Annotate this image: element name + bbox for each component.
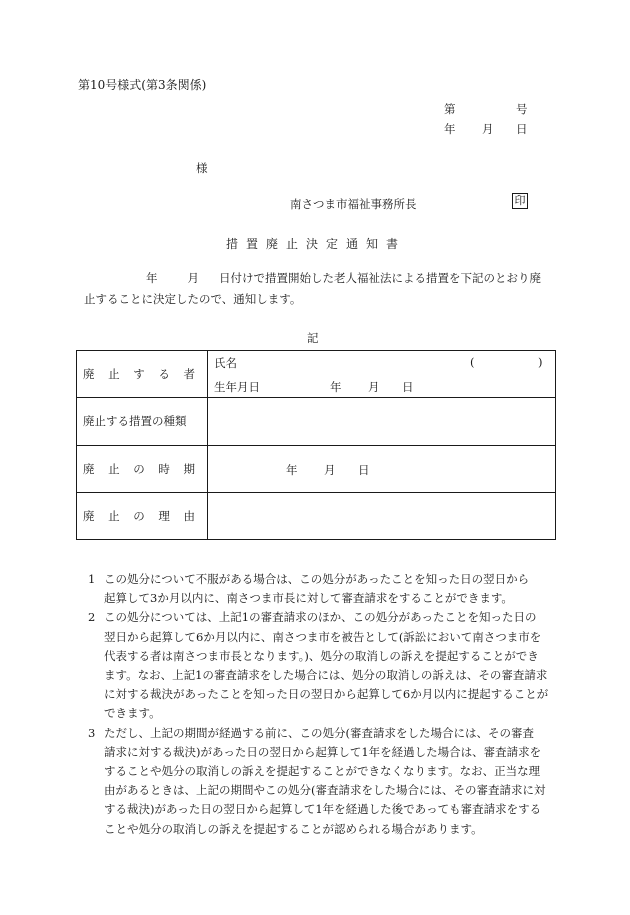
row-abolished-person — [77, 351, 556, 398]
row-abolition-date — [77, 445, 556, 492]
note-item — [88, 724, 554, 839]
abolition-month: 月 — [324, 462, 336, 477]
intro-line-2: 止することに決定したので、通知します。 — [84, 292, 302, 306]
note-line: に対する裁決があったことを知った日の翌日から起算して6か月以内に提起することが — [104, 687, 549, 702]
note-line: する裁決)があった日の翌日から起算して1年を経過した後であっても審査請求をする — [104, 802, 542, 817]
abolition-day: 日 — [358, 462, 370, 477]
note-line: できます。 — [104, 706, 161, 721]
row-measure-type — [77, 398, 556, 445]
note-item — [88, 570, 554, 608]
note-number: 1 — [88, 572, 96, 586]
name-label: 氏名 — [214, 356, 237, 371]
paren-open: ( — [470, 355, 475, 370]
note-line: 代表する者は南さつま市長となります。)、処分の取消しの訴えを提起することができ — [104, 648, 539, 663]
note-number: 3 — [88, 725, 96, 740]
birth-year: 年 — [330, 380, 342, 395]
person-info-cell — [208, 351, 556, 398]
issuer-name: 南さつま市福祉事務所長 — [290, 197, 417, 211]
note-item — [88, 608, 554, 723]
issue-date-month: 月 — [482, 122, 494, 136]
abolition-reason-cell — [208, 492, 556, 539]
document-number-label: 第 — [444, 102, 456, 116]
notes-section — [88, 570, 554, 839]
note-line: 請求に対する裁決)があった日の翌日から起算して1年を経過した場合は、審査請求を — [104, 744, 542, 759]
row-abolition-reason — [77, 492, 556, 539]
note-line: この処分については、上記1の審査請求のほか、この処分があったことを知った日の — [104, 610, 537, 625]
issue-date-year: 年 — [444, 122, 456, 136]
intro-paragraph — [84, 268, 564, 310]
note-line: ます。なお、上記1の審査請求をした場合には、処分の取消しの訴えは、その審査請求 — [104, 668, 548, 683]
form-number: 第10号様式(第3条関係) — [78, 78, 207, 92]
birth-day: 日 — [402, 380, 414, 395]
note-line: することや処分の取消しの訴えを提起することができなくなります。なお、正当な理 — [104, 764, 541, 779]
seal-stamp: 印 — [512, 193, 528, 209]
ki-heading: 記 — [307, 331, 319, 345]
intro-year: 年 — [146, 271, 158, 285]
header-abolition-reason: 廃 止 の 理 由 — [77, 492, 208, 539]
document-number-suffix: 号 — [516, 102, 528, 116]
note-line: ことや処分の取消しの訴えを提起することが認められる場合があります。 — [104, 821, 483, 836]
document-title: 措置廃止決定通知書 — [226, 237, 407, 251]
detail-table — [76, 350, 556, 540]
note-line: 翌日から起算して6か月以内に、南さつま市を被告として(訴訟において南さつま市を — [104, 629, 542, 644]
header-abolition-date: 廃 止 の 時 期 — [77, 445, 208, 492]
birthdate-label: 生年月日 — [214, 380, 260, 395]
note-line: ただし、上記の期間が経過する前に、この処分(審査請求をした場合には、その審査 — [104, 725, 534, 740]
abolition-date-cell — [208, 445, 556, 492]
paren-close: ) — [538, 355, 543, 370]
birth-month: 月 — [368, 380, 380, 395]
header-abolished-person: 廃 止 す る 者 — [77, 351, 208, 398]
measure-type-cell — [208, 398, 556, 445]
note-number: 2 — [88, 610, 96, 625]
addressee-honorific: 様 — [196, 161, 208, 175]
note-line: 由があるときは、上記の期間やこの処分(審査請求をした場合には、その審査請求に対 — [104, 783, 546, 798]
header-measure-type: 廃止する措置の種類 — [77, 398, 208, 445]
abolition-year: 年 — [286, 462, 298, 477]
intro-text: 日付けで措置開始した老人福祉法による措置を下記のとおり廃 — [219, 271, 541, 285]
intro-month: 月 — [187, 271, 199, 285]
note-line: この処分について不服がある場合は、この処分があったことを知った日の翌日から — [104, 572, 530, 586]
issue-date-day: 日 — [516, 122, 528, 136]
note-line: 起算して3か月以内に、南さつま市長に対して審査請求をすることができます。 — [104, 591, 513, 606]
intro-line-1 — [84, 268, 564, 289]
